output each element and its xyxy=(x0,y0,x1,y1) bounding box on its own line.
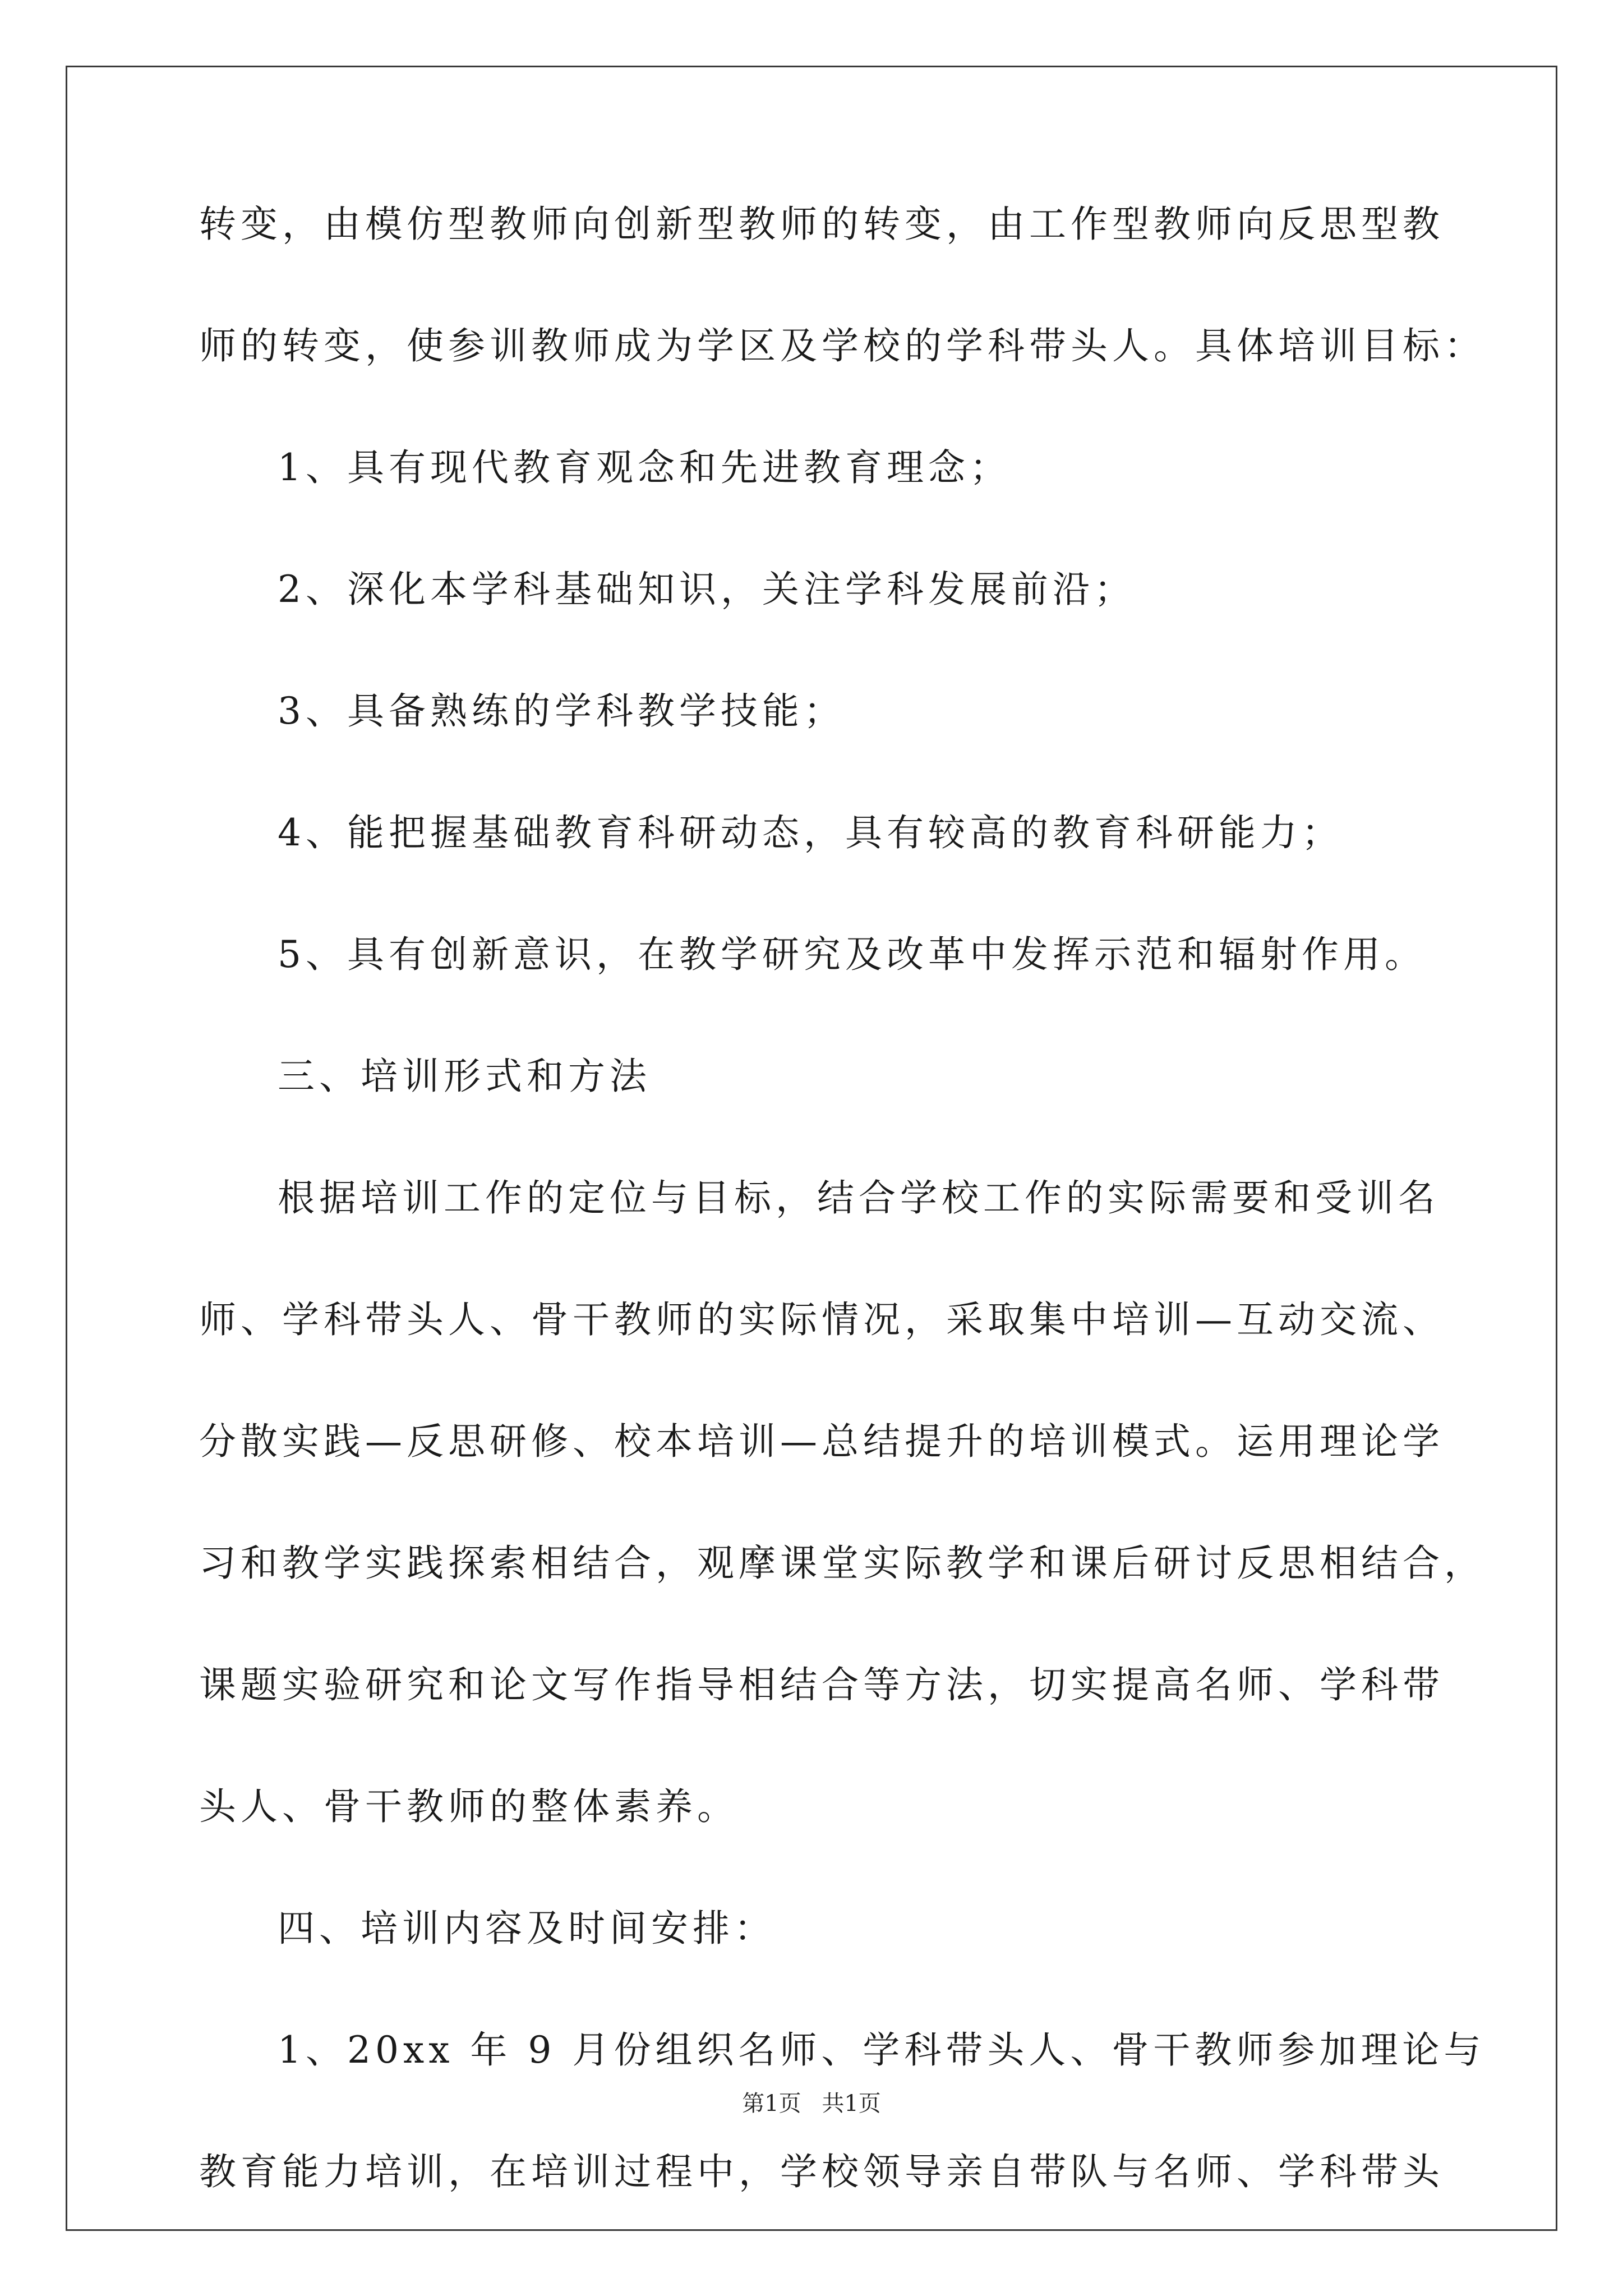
list-item: 1、具有现代教育观念和先进教育理念； xyxy=(278,446,1011,489)
list-item: 1、20xx 年 9 月份组织名师、学科带头人、骨干教师参加理论与 xyxy=(278,2028,1486,2072)
paragraph-line: 根据培训工作的定位与目标，结合学校工作的实际需要和受训名 xyxy=(278,1176,1440,1220)
list-item: 5、具有创新意识，在教学研究及改革中发挥示范和辐射作用。 xyxy=(278,933,1426,976)
page-total: 共1页 xyxy=(822,2091,881,2116)
paragraph-line: 分散实践—反思研修、校本培训—总结提升的培训模式。运用理论学 xyxy=(199,1420,1444,1463)
paragraph-line: 头人、骨干教师的整体素养。 xyxy=(199,1785,739,1828)
section-heading: 三、培训形式和方法 xyxy=(278,1055,651,1098)
page-number: 第1页 xyxy=(742,2091,801,2116)
paragraph-line: 课题实验研究和论文写作指导相结合等方法，切实提高名师、学科带 xyxy=(199,1663,1444,1706)
paragraph-line: 转变，由模仿型教师向创新型教师的转变，由工作型教师向反思型教 xyxy=(199,203,1444,246)
paragraph-line: 习和教学实践探索相结合，观摩课堂实际教学和课后研讨反思相结合， xyxy=(199,1542,1486,1585)
list-item: 2、深化本学科基础知识，关注学科发展前沿； xyxy=(278,568,1136,611)
section-heading: 四、培训内容及时间安排： xyxy=(278,1907,776,1950)
paragraph-line: 教育能力培训，在培训过程中，学校领导亲自带队与名师、学科带头 xyxy=(199,2150,1444,2193)
paragraph-line: 师、学科带头人、骨干教师的实际情况，采取集中培训—互动交流、 xyxy=(199,1298,1444,1341)
list-item: 3、具备熟练的学科教学技能； xyxy=(278,689,845,733)
list-item: 4、能把握基础教育科研动态，具有较高的教育科研能力； xyxy=(278,811,1343,854)
page-footer xyxy=(0,2090,1623,2118)
paragraph-line: 师的转变，使参训教师成为学区及学校的学科带头人。具体培训目标： xyxy=(199,324,1486,367)
